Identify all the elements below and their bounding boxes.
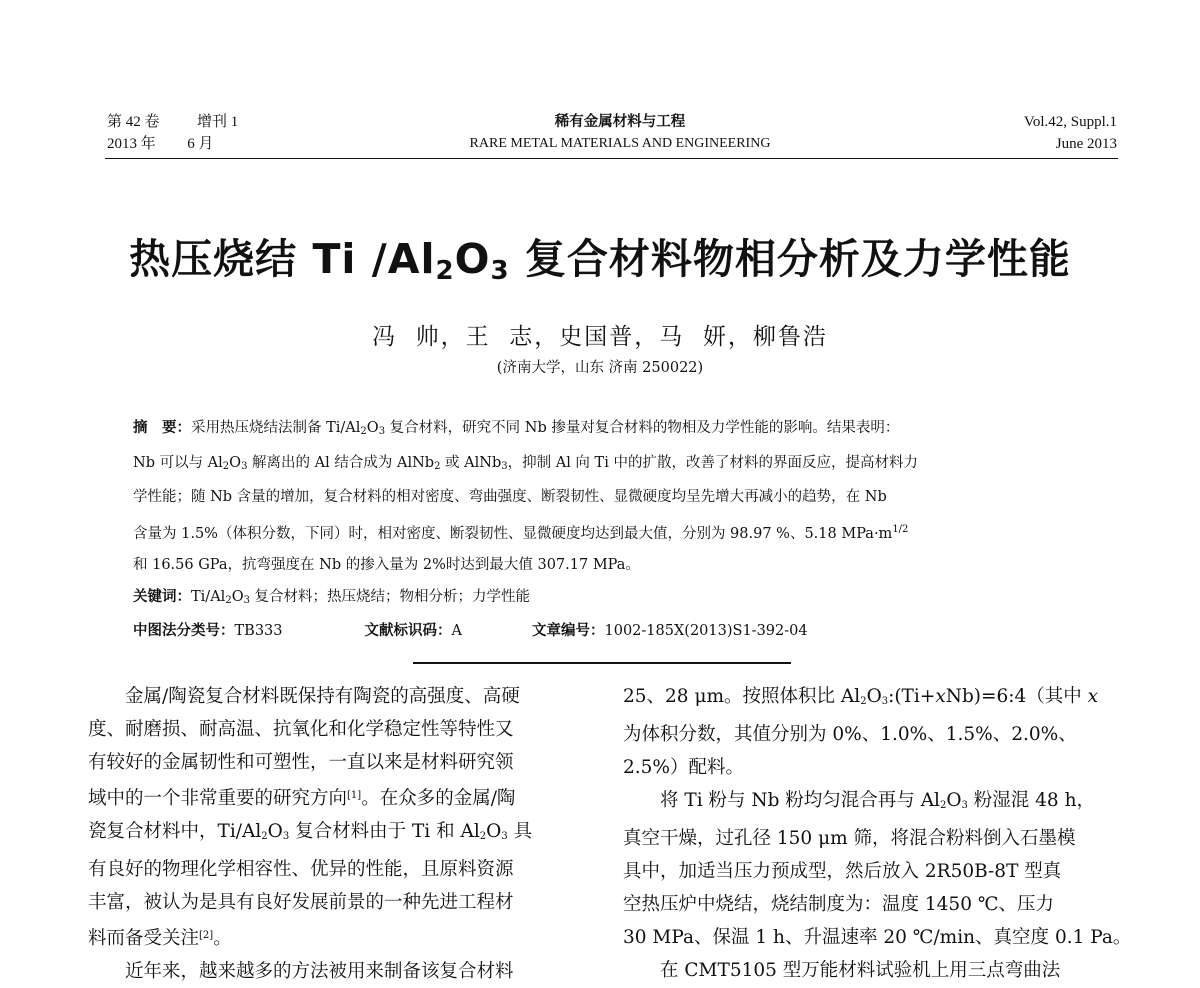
affiliation: (济南大学，山东 济南 250022) xyxy=(496,360,704,376)
header-date xyxy=(107,133,214,155)
abstract-label: 摘 要： xyxy=(133,420,191,436)
body-line: 有较好的金属韧性和可塑性，一直以来是材料研究领 xyxy=(88,752,514,773)
paper-title: 热压烧结 Ti $/Al_2O_3$ 复合材料物相分析及力学性能 xyxy=(129,235,1071,286)
journal-title-cn: 稀有金属材料与工程 xyxy=(554,114,686,130)
body-right-column xyxy=(623,680,1132,987)
abstract-line: 摘 要：采用热压烧结法制备 $Ti/Al_2O_3$ 复合材料，研究不同 Nb 掺量对复合材料的物相及力学性能的影响。结果表明： xyxy=(133,420,900,437)
reference-1[interactable]: [1] xyxy=(347,790,362,801)
clc-label: 中图法分类号： xyxy=(133,623,235,639)
year-cn: 2013 年 xyxy=(107,136,156,152)
date-en: June 2013 xyxy=(1055,136,1117,152)
body-left-column xyxy=(88,680,588,988)
abstract-line: Nb 可以与 $Al_2O_3$ 解离出的 Al 结合成为 AlNb$_2$ 或 AlNb$_3$，抑制 Al 向 Ti 中的扩散，改善了材料的界面反应，提高材料力 xyxy=(133,454,918,472)
abstract-line: 和 16.56 GPa，抗弯强度在 Nb 的掺入量为 2%时达到最大值 307.17 MPa。 xyxy=(133,557,640,573)
abstract xyxy=(133,413,918,648)
doc-code-value: A xyxy=(451,623,462,639)
header-volume xyxy=(107,111,238,133)
body-line: 将 Ti 粉与 Nb 粉均匀混合再与 $Al_2O_3$ 粉湿混 48 h， xyxy=(623,790,1095,811)
body-line: 真空干燥，过孔径 150 μm 筛，将混合粉料倒入石墨模 xyxy=(623,828,1076,849)
article-number-label: 文章编号： xyxy=(532,623,605,639)
volume-number: 第 42 卷 xyxy=(107,114,160,130)
body-line: 25、28 μm。按照体积比 $Al_2O_3:(Ti+xNb)=6:4$（其中 x xyxy=(623,686,1099,707)
reference-2[interactable]: [2] xyxy=(199,930,214,941)
body-line: 料而备受关注[2]。 xyxy=(88,928,232,949)
month-cn: 6 月 xyxy=(187,136,214,152)
body-line: 瓷复合材料中，$Ti/Al_2O_3$ 复合材料由于 Ti 和 $Al_2O_3$ 具 xyxy=(88,821,533,842)
body-line: 具中，加适当压力预成型，然后放入 2R50B-8T 型真 xyxy=(623,861,1062,882)
abstract-line: 学性能；随 Nb 含量的增加，复合材料的相对密度、弯曲强度、断裂韧性、显微硬度均呈先增大再减小的趋势，在 Nb xyxy=(133,489,887,505)
body-line: 度、耐磨损、耐高温、抗氧化和化学稳定性等特性又 xyxy=(88,719,514,740)
journal-title-en: RARE METAL MATERIALS AND ENGINEERING xyxy=(469,136,771,151)
issue-number: 增刊 1 xyxy=(197,114,239,130)
keywords-label: 关键词： xyxy=(133,588,191,605)
header-rule xyxy=(105,158,1118,159)
classification-line xyxy=(133,616,918,648)
body-line: 空热压炉中烧结，烧结制度为：温度 1450 ℃、压力 xyxy=(623,894,1055,915)
abstract-line: 含量为 1.5%（体积分数，下同）时，相对密度、断裂韧性、显微硬度均达到最大值，分别为 98.97 %、5.18 $MPa\cdot m^{1/2}$ xyxy=(133,523,909,542)
body-line: 为体积分数，其值分别为 0%、1.0%、1.5%、2.0%、 xyxy=(623,724,1077,745)
clc-value: TB333 xyxy=(234,623,283,639)
body-line: 近年来，越来越多的方法被用来制备该复合材料 xyxy=(88,961,514,982)
body-line: 丰富，被认为是具有良好发展前景的一种先进工程材 xyxy=(88,892,514,913)
abstract-separator xyxy=(413,662,791,664)
keywords: 关键词：$Ti/Al_2O_3$ 复合材料；热压烧结；物相分析；力学性能 xyxy=(133,588,531,606)
body-line: 30 MPa、保温 1 h、升温速率 20 ℃/min、真空度 0.1 Pa。 xyxy=(623,927,1132,948)
article-number-value: 1002-185X(2013)S1-392-04 xyxy=(604,623,808,639)
body-line: 2.5%）配料。 xyxy=(623,757,745,778)
volume-en: Vol.42, Suppl.1 xyxy=(1023,114,1117,130)
body-line: 金属/陶瓷复合材料既保持有陶瓷的高强度、高硬 xyxy=(88,686,520,707)
body-line: 在 CMT5105 型万能材料试验机上用三点弯曲法 xyxy=(623,960,1061,981)
doc-code-label: 文献标识码： xyxy=(364,623,452,639)
body-line: 域中的一个非常重要的研究方向[1]。在众多的金属/陶 xyxy=(88,788,516,809)
author-list: 冯 帅，王 志，史国普，马 妍，柳鲁浩 xyxy=(372,324,828,350)
body-line: 有良好的物理化学相容性、优异的性能，且原料资源 xyxy=(88,859,514,880)
